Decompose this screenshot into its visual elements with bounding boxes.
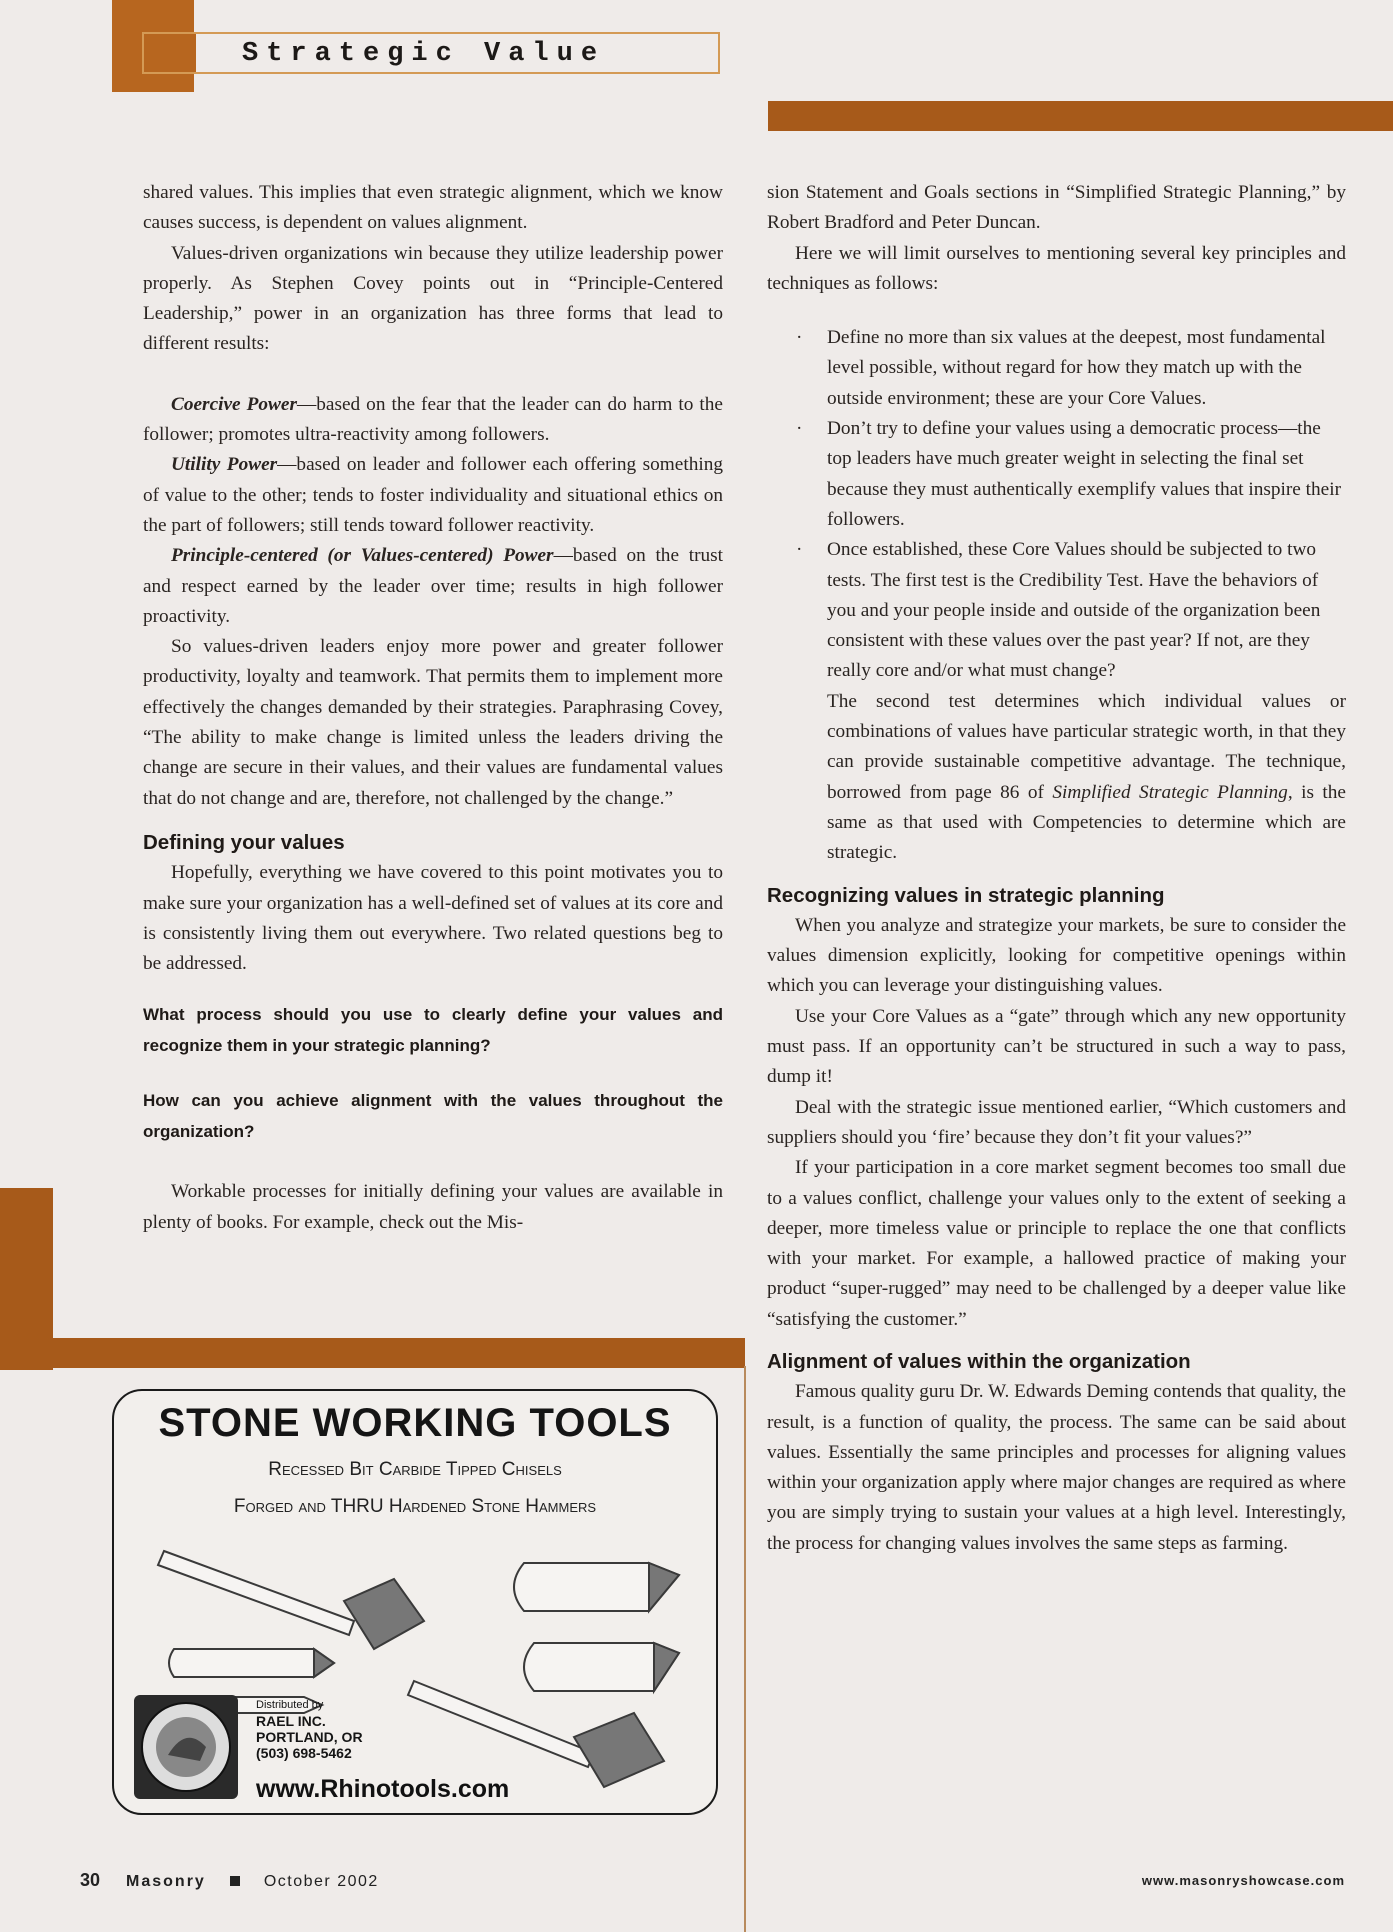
paragraph: sion Statement and Goals sections in “Simplified Strategic Planning,” by Robert Bradford and Peter Duncan. <box>767 182 1346 234</box>
hammer-head <box>344 1579 424 1649</box>
power-term: Utility Power <box>171 454 278 476</box>
paragraph: So values-driven leaders enjoy more power and greater follower productivity, loyalty and teamwork. That permits them to implement more effectively the changes demanded by their strategies. Paraphrasing Covey, “The ability to make change is limited unless the leaders driving the change are secure in their values, and their values are fundamental values that do not change and are, therefore, not challenged by the change.” <box>143 636 723 809</box>
question-2: How can you achieve alignment with the values throughout the organization? <box>143 1091 723 1142</box>
chisel-tip <box>314 1649 334 1677</box>
section-title: Strategic Value <box>242 39 606 69</box>
ad-subtitle: Recessed Bit Carbide Tipped Chisels <box>268 1459 562 1480</box>
question-1: What process should you use to clearly define your values and recognize them in your strategic planning? <box>143 1005 723 1056</box>
paragraph: Values-driven organizations win because they utilize leadership power properly. As Stephen Covey points out in “Principle-Centered Leadership,” power in an organization has three forms that lead to different results: <box>143 242 723 355</box>
paragraph: Here we will limit ourselves to mentioning several key principles and techniques as follows: <box>767 242 1346 294</box>
list-item: · Define no more than six values at the deepest, most fundamental level possible, without regard for how they match up with the outside environment; these are your Core Values. <box>796 327 1326 409</box>
list-item: · Once established, these Core Values should be subjected to two tests. The first test is the Credibility Test. Have the behaviors of you and your people inside and outside of the organization been consistent with these values over the past year? If not, are they really core and/or what must change? <box>796 539 1321 682</box>
issue-date: October 2002 <box>263 1873 379 1890</box>
paragraph: Use your Core Values as a “gate” through which any new opportunity must pass. If an opportunity can’t be structured in such a way to pass, dump it! <box>767 1005 1346 1088</box>
column-divider <box>744 1366 746 1932</box>
left-column <box>143 178 723 1238</box>
paragraph: Deal with the strategic issue mentioned earlier, “Which customers and suppliers should you ‘fire’ because they don’t fit your values?” <box>767 1096 1346 1148</box>
book-title: Simplified Strategic Planning <box>1052 781 1288 803</box>
ad-subtitle: Forged and THRU Hardened Stone Hammers <box>233 1496 597 1517</box>
rhino-logo <box>134 1695 238 1799</box>
ad-accent-bar <box>0 1338 745 1368</box>
paragraph: When you analyze and strategize your markets, be sure to consider the values dimension explicitly, looking for competitive openings within which you can leverage your distinguishing values. <box>767 914 1346 997</box>
distributed-by: Distributed by <box>256 1699 324 1711</box>
paragraph: If your participation in a core market segment becomes too small due to a values conflict, challenge your values only to the extent of seeking a deeper, more timeless value or principle to replace the one that conflicts with your market. For example, a hallowed practice of making your product “super-rugged” may need to be challenged by a deeper value like “satisfying the customer.” <box>767 1157 1346 1330</box>
ad-website-link[interactable]: www.Rhinotools.com <box>256 1775 510 1803</box>
list-item: · Don’t try to define your values using a democratic process—the top leaders have much greater weight in selecting the final set because they must authentically exemplify values that inspire their followers. <box>796 418 1342 530</box>
hammer-handle <box>408 1681 594 1767</box>
footer-left <box>80 1870 379 1891</box>
power-text: —based on the fear that the leader can do harm to the follower; promotes ultra-reactivity among followers. <box>143 393 723 446</box>
company-name: RAEL INC. <box>256 1713 326 1729</box>
rhino-icon <box>134 1695 238 1799</box>
distributor-info <box>256 1697 363 1761</box>
power-definition <box>143 390 723 451</box>
paragraph: Hopefully, everything we have covered to this point motivates you to make sure your organization has a well-defined set of values at its core and is consistently living them out everywhere. Two related questions beg to be addressed. <box>143 862 723 975</box>
square-icon <box>230 1876 240 1886</box>
company-phone: (503) 698-5462 <box>256 1745 352 1761</box>
right-column <box>767 178 1346 1559</box>
power-definition <box>143 541 723 632</box>
header-title-box <box>142 32 720 74</box>
right-accent-bar <box>768 101 1393 131</box>
company-city: PORTLAND, OR <box>256 1729 363 1745</box>
chisel-tip <box>649 1563 679 1611</box>
hammer-handle <box>158 1551 354 1635</box>
power-term: Principle-centered (or Values-centered) Power <box>171 545 554 567</box>
paragraph: Famous quality guru Dr. W. Edwards Deming contends that quality, the result, is a function of quality, the process. The same can be said about values. Essentially the same principles and processes for aligning values within your organization apply where major changes are required as where you are simply trying to sustain your values at a high level. Interestingly, the process for changing values involves the same steps as farming. <box>767 1381 1346 1554</box>
magazine-name: Masonry <box>126 1873 206 1890</box>
chisel-tip <box>654 1643 679 1691</box>
ad-title: STONE WORKING TOOLS <box>158 1401 672 1445</box>
advertisement[interactable] <box>112 1389 718 1815</box>
point-chisel-icon <box>169 1649 334 1677</box>
paragraph: Workable processes for initially defining your values are available in plenty of books. For example, check out the Mis- <box>143 1181 723 1233</box>
heading-alignment-values: Alignment of values within the organization <box>767 1349 1191 1373</box>
power-definition <box>143 450 723 541</box>
footer-website-link[interactable]: www.masonryshowcase.com <box>1141 1873 1345 1888</box>
power-text: —based on leader and follower each offering something of value to the other; tends to foster individuality and situational ethics on the part of followers; still tends toward follower reactivity. <box>143 454 723 536</box>
power-term: Coercive Power <box>171 393 297 415</box>
principles-list <box>767 323 1346 687</box>
page-number: 30 <box>80 1870 101 1890</box>
power-text: —based on the trust and respect earned by the leader over time; results in high follower proactivity. <box>143 545 723 627</box>
hammer-head <box>574 1713 664 1787</box>
paragraph: shared values. This implies that even strategic alignment, which we know causes success, is dependent on values alignment. <box>143 182 723 234</box>
heading-recognizing-values: Recognizing values in strategic planning <box>767 883 1165 907</box>
header-tab <box>144 34 196 72</box>
heading-defining-values: Defining your values <box>143 830 345 854</box>
list-item-continuation: The second test determines which individual values or combinations of values have particular strategic worth, in that they can provide sustainable competitive advantage. The technique, borrowed from page 86 of Simplified Strategic Planning, is the same as that used with Competencies to determine which are strategic. <box>827 690 1346 864</box>
